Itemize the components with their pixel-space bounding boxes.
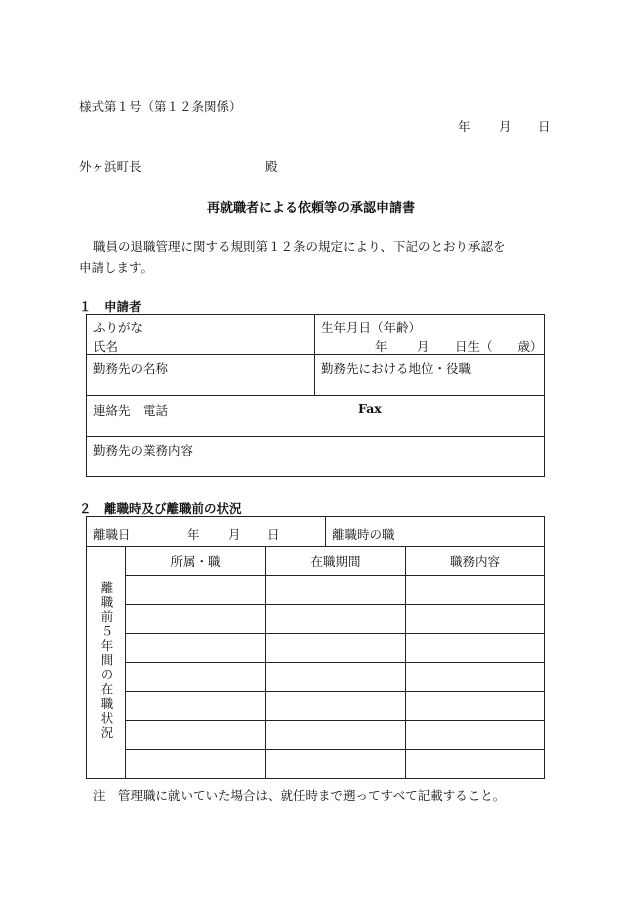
history-cell — [406, 634, 545, 663]
birthdate-cell — [315, 315, 545, 355]
history-cell — [406, 663, 545, 692]
addressee-name: 外ヶ浜町長 — [79, 159, 142, 174]
retire-post-label: 離職時の職 — [332, 527, 395, 542]
retire-month: 月 — [228, 527, 241, 542]
history-cell — [266, 692, 406, 721]
birth-day-age: 日生（ 歳） — [455, 339, 543, 354]
history-cell — [406, 750, 545, 779]
birth-year: 年 — [375, 339, 388, 354]
business-label: 勤務先の業務内容 — [93, 443, 194, 458]
section2-heading: ２ 離職時及び離職前の状況 — [79, 501, 242, 516]
retire-post-cell — [326, 517, 545, 547]
document-title: 再就職者による依頼等の承認申請書 — [207, 201, 416, 216]
history-cell — [126, 576, 266, 605]
applicant-table — [86, 314, 545, 477]
vertical-label: 離職前５年間の在職状況 — [99, 581, 114, 741]
vertical-label-cell — [87, 547, 126, 779]
header-duties: 職務内容 — [406, 547, 545, 576]
date-day: 日 — [538, 119, 551, 134]
business-cell — [87, 437, 545, 477]
birthdate-label: 生年月日（年齢） — [321, 320, 422, 335]
intro-line-2: 申請します。 — [79, 260, 154, 275]
history-cell — [126, 750, 266, 779]
name-label: 氏名 — [93, 339, 119, 354]
section1-heading: １ 申請者 — [79, 299, 142, 314]
history-cell — [406, 721, 545, 750]
workplace-position-cell — [315, 355, 545, 396]
retire-date-cell — [87, 517, 326, 547]
form-number: 様式第１号（第１２条関係） — [79, 99, 242, 114]
history-cell — [126, 721, 266, 750]
name-cell — [87, 315, 315, 355]
history-cell — [266, 605, 406, 634]
history-cell — [266, 576, 406, 605]
footnote: 注 管理職に就いていた場合は、就任時まで遡ってすべて記載すること。 — [93, 788, 506, 803]
retire-year: 年 — [187, 527, 200, 542]
history-cell — [266, 721, 406, 750]
date-month: 月 — [499, 119, 512, 134]
retire-day: 日 — [267, 527, 280, 542]
fax-label: Fax — [358, 401, 382, 416]
history-cell — [126, 663, 266, 692]
contact-cell — [87, 396, 545, 437]
contact-label: 連絡先 電話 — [93, 403, 169, 418]
workplace-position-label: 勤務先における地位・役職 — [321, 361, 472, 376]
intro-line-1: 職員の退職管理に関する規則第１２条の規定により、下記のとおり承認を — [93, 239, 506, 254]
furigana-label: ふりがな — [93, 320, 144, 335]
workplace-name-cell — [87, 355, 315, 396]
history-cell — [406, 692, 545, 721]
date-year: 年 — [458, 119, 471, 134]
history-cell — [266, 750, 406, 779]
history-cell — [126, 634, 266, 663]
history-cell — [126, 605, 266, 634]
header-period: 在職期間 — [266, 547, 406, 576]
history-cell — [266, 634, 406, 663]
addressee-honorific: 殿 — [265, 159, 278, 174]
history-cell — [406, 605, 545, 634]
history-cell — [266, 663, 406, 692]
workplace-name-label: 勤務先の名称 — [93, 361, 169, 376]
history-cell — [406, 576, 545, 605]
birth-month: 月 — [417, 339, 430, 354]
retire-date-label: 離職日 — [93, 527, 131, 542]
header-affiliation: 所属・職 — [126, 547, 266, 576]
retirement-table — [86, 516, 545, 779]
history-cell — [126, 692, 266, 721]
